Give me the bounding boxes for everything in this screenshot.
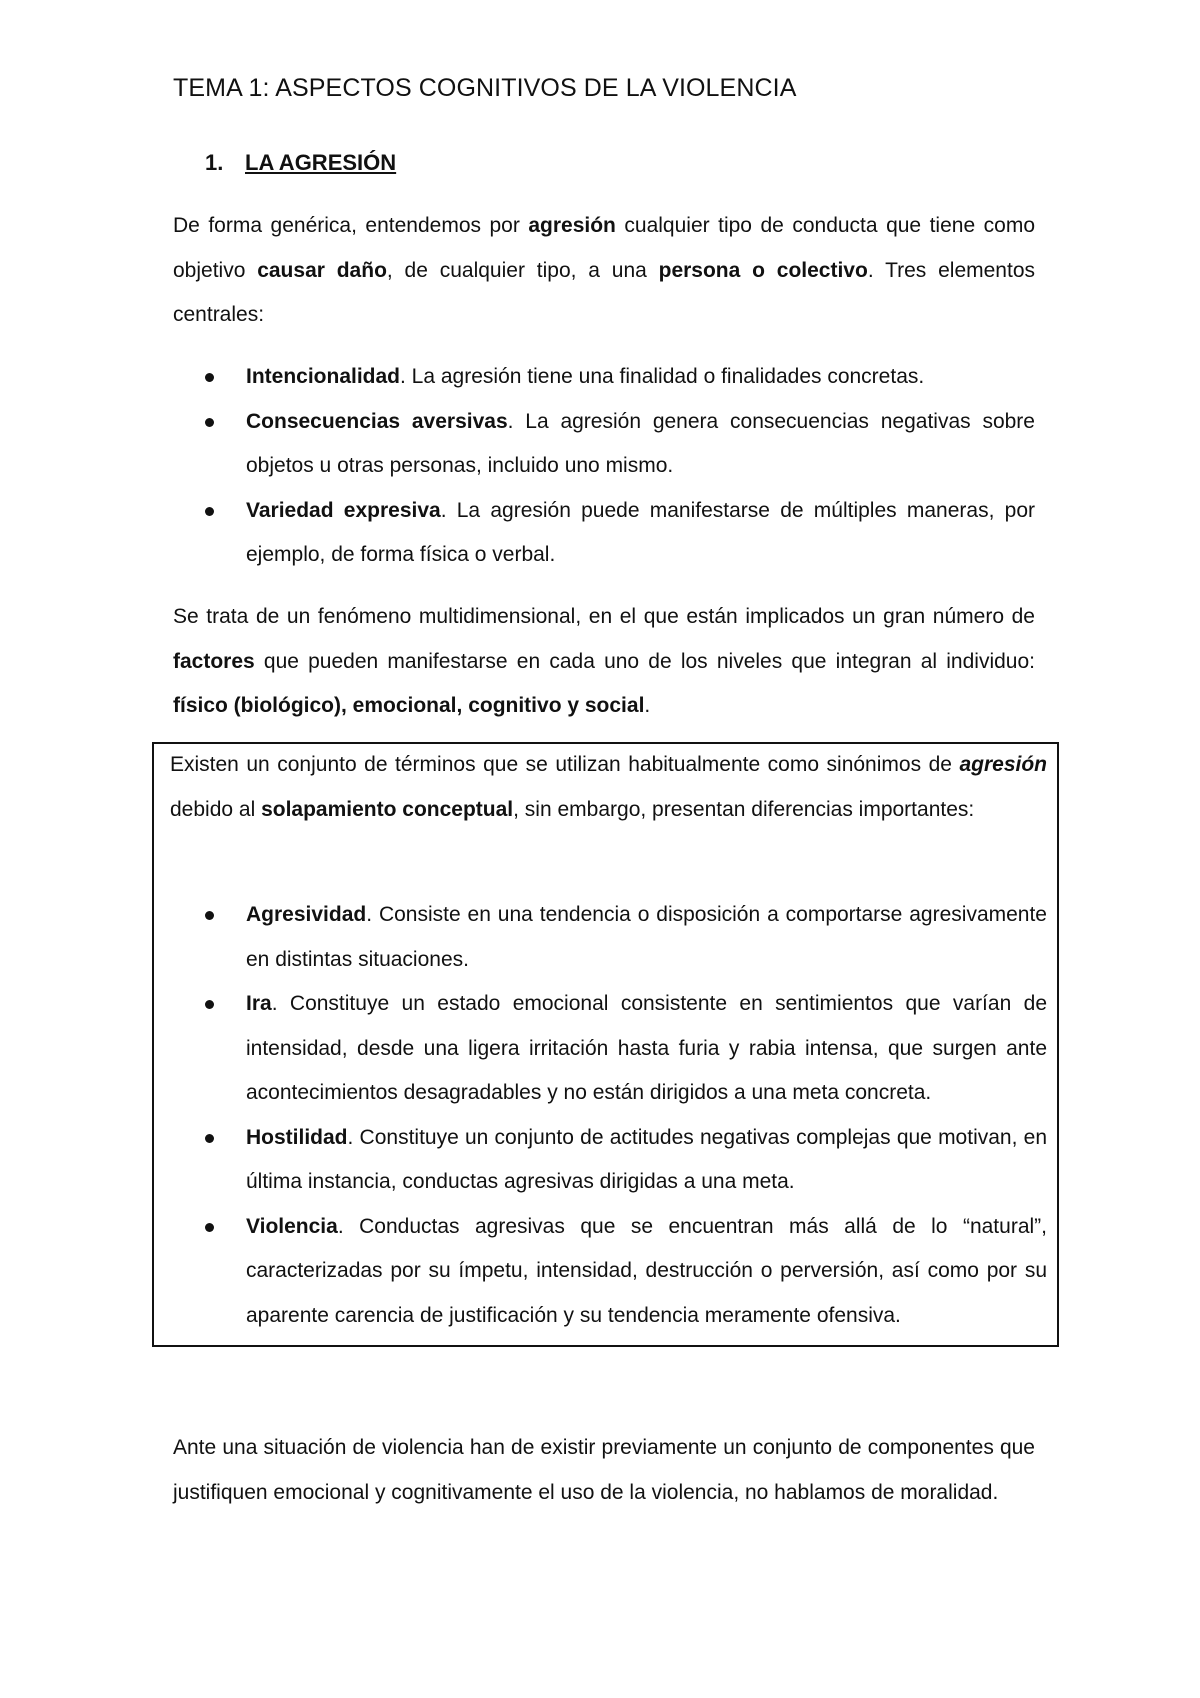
term-definition: . Consiste en una tendencia o disposición a comportarse agresivamente en distintas situaciones.	[246, 903, 1047, 971]
element-term: Consecuencias aversivas	[246, 409, 508, 433]
closing-paragraph: Ante una situación de violencia han de existir previamente un conjunto de componentes que justifiquen emocional y cognitivamente el uso de la violencia, no hablamos de moralidad.	[173, 1436, 1035, 1504]
term-definition: . Constituye un estado emocional consistente en sentimientos que varían de intensidad, desde una ligera irritación hasta furia y rabia intensa, que surgen ante acontecimientos desagradables y no están dirigidos a una meta concreta.	[246, 992, 1047, 1104]
list-item	[205, 489, 1035, 578]
intro-paragraph	[173, 204, 1035, 338]
multidim-text-1: Se trata de un fenómeno multidimensional, en el que están implicados un gran número de	[173, 605, 1035, 628]
term-name: Ira	[246, 992, 272, 1015]
bullet-icon	[205, 507, 214, 516]
intro-term-agresion: agresión	[528, 214, 616, 237]
multidim-term-factores: factores	[173, 649, 255, 673]
intro-text-2: cualquier tipo de conducta que tiene como objetivo	[173, 214, 1035, 282]
bullet-icon	[205, 373, 214, 382]
intro-text-3: , de cualquier tipo, a una	[386, 258, 659, 282]
list-item	[205, 982, 1047, 1116]
element-term: Intencionalidad	[246, 365, 401, 388]
multidimensional-paragraph	[173, 595, 1035, 729]
box-text-2: debido al	[170, 797, 262, 821]
terms-list	[205, 893, 1047, 1338]
list-item	[205, 400, 1035, 489]
term-definition: . Constituye un conjunto de actitudes negativas complejas que motivan, en última instancia, conductas agresivas dirigidas a una meta.	[246, 1125, 1047, 1193]
elements-list	[205, 355, 1035, 578]
term-name: Hostilidad	[246, 1125, 348, 1149]
bullet-icon	[205, 911, 214, 920]
intro-term-persona: persona o colectivo	[658, 258, 868, 282]
element-text: . La agresión puede manifestarse de múltiples maneras, por ejemplo, de forma física o verbal.	[246, 498, 1035, 566]
list-item	[205, 893, 1047, 982]
box-text-1: Existen un conjunto de términos que se utilizan habitualmente como sinónimos de	[170, 753, 960, 776]
list-item	[205, 1116, 1047, 1205]
bullet-icon	[205, 1223, 214, 1232]
term-definition: . Conductas agresivas que se encuentran más allá de lo “natural”, caracterizadas por su ímpetu, intensidad, destrucción o perversión, así como por su aparente carencia de justificación y su tendencia meramente ofensiva.	[246, 1214, 1047, 1327]
multidim-text-3: .	[644, 694, 651, 717]
intro-term-causar-dano: causar daño	[257, 258, 387, 282]
term-name: Agresividad	[246, 903, 367, 926]
page-title: TEMA 1: ASPECTOS COGNITIVOS DE LA VIOLENCIA	[173, 74, 797, 102]
intro-text-4: . Tres elementos centrales:	[173, 258, 1036, 326]
element-text: . La agresión tiene una finalidad o finalidades concretas.	[400, 365, 925, 388]
box-term-solapamiento: solapamiento conceptual	[261, 797, 514, 821]
box-intro-paragraph	[170, 743, 1047, 832]
box-term-agresion: agresión	[959, 753, 1047, 776]
box-text-3: , sin embargo, presentan diferencias importantes:	[513, 797, 975, 821]
element-term: Variedad expresiva	[246, 498, 441, 522]
bullet-icon	[205, 1134, 214, 1143]
multidim-text-2: que pueden manifestarse en cada uno de los niveles que integran al individuo:	[254, 649, 1035, 673]
list-item	[205, 355, 1035, 400]
bullet-icon	[205, 1000, 214, 1009]
term-name: Violencia	[246, 1214, 338, 1238]
section-heading	[205, 150, 396, 176]
bullet-icon	[205, 418, 214, 427]
list-item	[205, 1205, 1047, 1339]
intro-text-1: De forma genérica, entendemos por	[173, 214, 529, 237]
section-number: 1.	[205, 150, 224, 175]
section-label: LA AGRESIÓN	[245, 150, 397, 175]
multidim-term-levels: físico (biológico), emocional, cognitivo y social	[173, 694, 645, 717]
element-text: . La agresión genera consecuencias negativas sobre objetos u otras personas, incluido uno mismo.	[246, 409, 1035, 477]
